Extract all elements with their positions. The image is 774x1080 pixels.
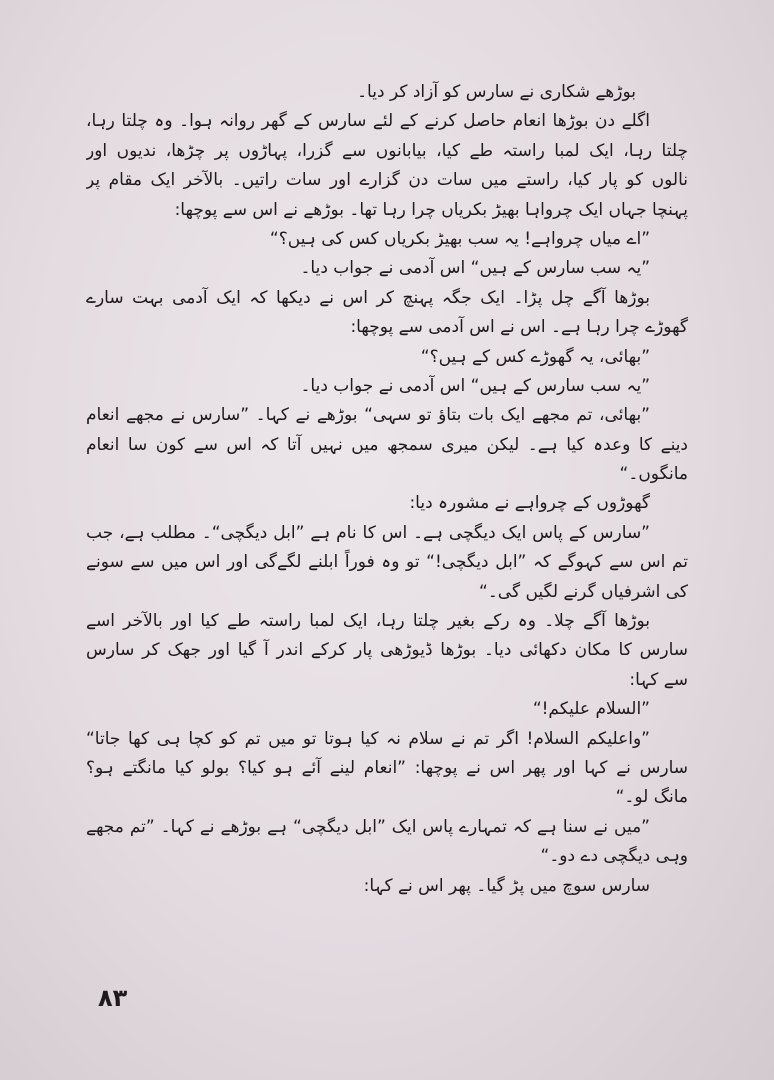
page-number: ۸۳: [98, 984, 128, 1012]
text-line: ”یہ سب سارس کے ہیں“ اس آدمی نے جواب دیا۔: [300, 258, 650, 279]
text-line: ”اے میاں چرواہے! یہ سب بھیڑ بکریاں کس کی ہیں؟“: [269, 228, 650, 249]
text-line: سارس سوچ میں پڑ گیا۔ پھر اس نے کہا:: [363, 875, 650, 896]
text-line: وہی دیگچی دے دو۔“: [540, 846, 688, 867]
text-line: دینے کا وعدہ کیا ہے۔ لیکن میری سمجھ میں نہیں آتا کہ اس سے کون سا انعام: [86, 434, 688, 455]
text-line: تم اس سے کہوگے کہ ”ابل دیگچی!“ تو وہ فوراً ابلنے لگےگی اور اس میں سے سونے: [86, 552, 688, 573]
text-line: ”سارس کے پاس ایک دیگچی ہے۔ اس کا نام ہے ”ابل دیگچی“۔ مطلب ہے، جب: [86, 522, 650, 543]
text-line: چلتا رہا، ایک لمبا راستہ طے کیا، بیابانوں سے گزرا، پہاڑوں پر چڑھا، ندیوں اور: [86, 140, 688, 161]
text-line: سے کہا:: [629, 669, 688, 690]
text-line: سارس نے کہا اور پھر اس نے پوچھا: ”انعام لینے آئے ہو کیا؟ بولو کیا مانگتے ہو؟: [86, 757, 688, 778]
text-line: ”بھائی، یہ گھوڑے کس کے ہیں؟“: [420, 346, 650, 367]
text-line: ”السلام علیکم!“: [532, 699, 650, 720]
text-line: بوڑھے شکاری نے سارس کو آزاد کر دیا۔: [357, 82, 636, 102]
text-line: ”بھائی، تم مجھے ایک بات بتاؤ تو سہی“ بوڑھے نے کہا۔ ”سارس نے مجھے انعام: [86, 405, 650, 426]
text-line: پہنچا جہاں ایک چرواہا بھیڑ بکریاں چرا رہا تھا۔ بوڑھے نے اس سے پوچھا:: [174, 199, 688, 220]
text-line: ”واعلیکم السلام! اگر تم نے سلام نہ کیا ہوتا تو میں تم کو کچا ہی کھا جاتا“: [86, 728, 650, 749]
text-line: بوڑھا آگے چلا۔ وہ رکے بغیر چلتا رہا، ایک لمبا راستہ طے کیا اور بالآخر اسے: [86, 611, 650, 632]
text-line: بوڑھا آگے چل پڑا۔ ایک جگہ پہنچ کر اس نے دیکھا کہ ایک آدمی بہت سارے: [86, 287, 650, 308]
text-line: گھوڑوں کے چرواہے نے مشورہ دیا:: [409, 493, 650, 514]
text-line: مانگوں۔“: [619, 464, 688, 485]
text-line: نالوں کو پار کیا، راستے میں سات دن گزارے اور سات راتیں۔ بالآخر ایک مقام پر: [86, 170, 688, 191]
text-line: گھوڑے چرا رہا ہے۔ اس نے اس آدمی سے پوچھا:: [350, 317, 688, 338]
text-line: ”یہ سب سارس کے ہیں“ اس آدمی نے جواب دیا۔: [300, 375, 650, 396]
page-text: [86, 78, 688, 901]
text-line: ”میں نے سنا ہے کہ تمہارے پاس ایک ”ابل دیگچی“ ہے بوڑھے نے کہا۔ ”تم مجھے: [86, 816, 650, 837]
text-line: اگلے دن بوڑھا انعام حاصل کرنے کے لئے سارس کے گھر روانہ ہوا۔ وہ چلتا رہا،: [86, 111, 650, 132]
text-line: کی اشرفیاں گرنے لگیں گی۔“: [479, 581, 688, 602]
text-line: مانگ لو۔“: [615, 787, 688, 808]
text-line: سارس کا مکان دکھائی دیا۔ بوڑھا ڈیوڑھی پار کرکے اندر آ گیا اور جھک کر سارس: [86, 640, 688, 661]
